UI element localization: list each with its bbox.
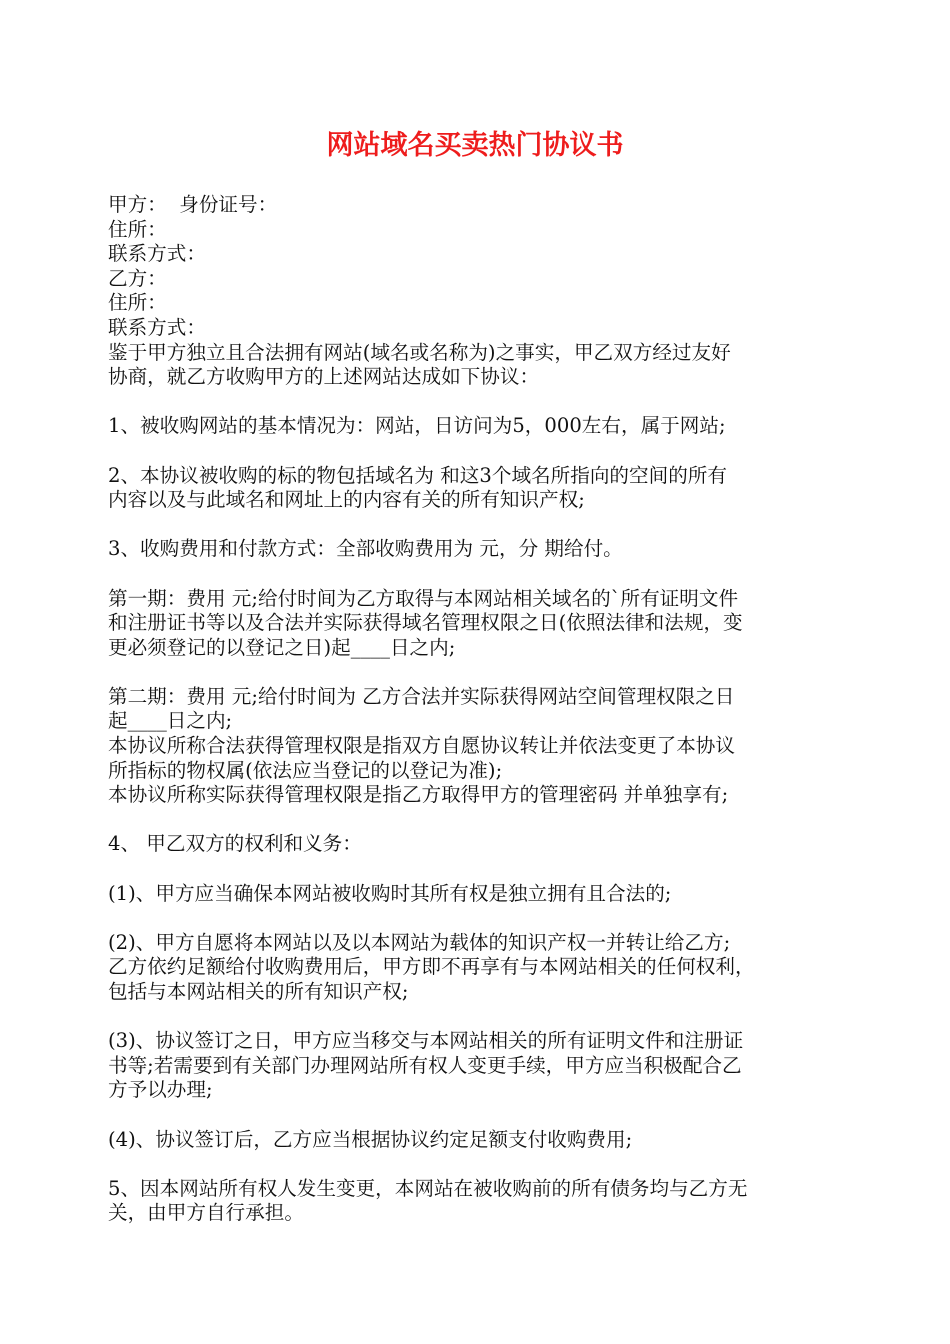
text-line: 本协议所称合法获得管理权限是指双方自愿协议转让并依法变更了本协议 <box>108 734 735 758</box>
text-line: 乙方： <box>108 266 167 290</box>
text-line: 书等;若需要到有关部门办理网站所有权人变更手续，甲方应当积极配合乙 <box>108 1053 742 1077</box>
text-line: 和注册证书等以及合法并实际获得域名管理权限之日(依照法律和法规，变 <box>108 611 743 635</box>
text-line: 住所： <box>108 291 167 315</box>
text-line: 协商，就乙方收购甲方的上述网站达成如下协议： <box>108 365 540 389</box>
text-line: 甲方： 身份证号： <box>108 193 278 216</box>
text-line: 第二期：费用 元;给付时间为 乙方合法并实际获得网站空间管理权限之日 <box>108 684 735 708</box>
text-line: 第一期：费用 元;给付时间为乙方取得与本网站相关域名的`所有证明文件 <box>108 586 739 610</box>
text-line: 起____日之内; <box>108 709 233 733</box>
document-body <box>108 193 853 1226</box>
text-line: 5、因本网站所有权人发生变更，本网站在被收购前的所有债务均与乙方无 <box>108 1176 748 1200</box>
paragraph-gap <box>108 562 853 587</box>
text-line: 本协议所称实际获得管理权限是指乙方取得甲方的管理密码 并单独享有; <box>108 783 729 807</box>
paragraph-gap <box>108 906 853 931</box>
text-line: (1)、甲方应当确保本网站被收购时其所有权是独立拥有且合法的; <box>108 881 672 905</box>
text-line: 1、被收购网站的基本情况为：网站，日访问为5，000左右，属于网站; <box>108 414 726 438</box>
paragraph-gap <box>108 1005 853 1030</box>
text-line: 2、本协议被收购的标的物包括域名为 和这3个域名所指向的空间的所有 <box>108 463 727 487</box>
text-line: (3)、协议签订之日，甲方应当移交与本网站相关的所有证明文件和注册证 <box>108 1029 744 1053</box>
text-line: 4、 甲乙双方的权利和义务： <box>108 832 362 856</box>
paragraph-gap <box>108 1152 853 1177</box>
text-line: 所指标的物权属(依法应当登记的以登记为准); <box>108 758 503 782</box>
paragraph-gap <box>108 513 853 538</box>
text-line: 乙方依约足额给付收购费用后，甲方即不再享有与本网站相关的任何权利， <box>108 955 755 979</box>
text-line: 包括与本网站相关的所有知识产权; <box>108 980 409 1003</box>
text-line: 住所： <box>108 217 167 241</box>
paragraph-gap <box>108 439 853 464</box>
document-title: 网站域名买卖热门协议书 <box>326 130 624 161</box>
text-line: (4)、协议签订后，乙方应当根据协议约定足额支付收购费用; <box>108 1127 633 1151</box>
text-line: 方予以办理; <box>108 1078 213 1102</box>
paragraph-gap <box>108 857 853 882</box>
text-line: 鉴于甲方独立且合法拥有网站(域名或名称为)之事实，甲乙双方经过友好 <box>108 340 731 364</box>
paragraph-gap <box>108 390 853 415</box>
text-line: 3、收购费用和付款方式：全部收购费用为 元，分 期给付。 <box>108 537 623 561</box>
text-line: 联系方式： <box>108 242 206 266</box>
text-line: 关，由甲方自行承担。 <box>108 1201 304 1225</box>
text-line: 联系方式： <box>108 315 206 339</box>
text-line: 更必须登记的以登记之日)起____日之内; <box>108 635 456 659</box>
paragraph-gap <box>108 1103 853 1128</box>
paragraph-gap <box>108 660 853 685</box>
text-line: 内容以及与此域名和网址上的内容有关的所有知识产权; <box>108 488 585 512</box>
text-line: (2)、甲方自愿将本网站以及以本网站为载体的知识产权一并转让给乙方; <box>108 930 731 954</box>
paragraph-gap <box>108 808 853 833</box>
